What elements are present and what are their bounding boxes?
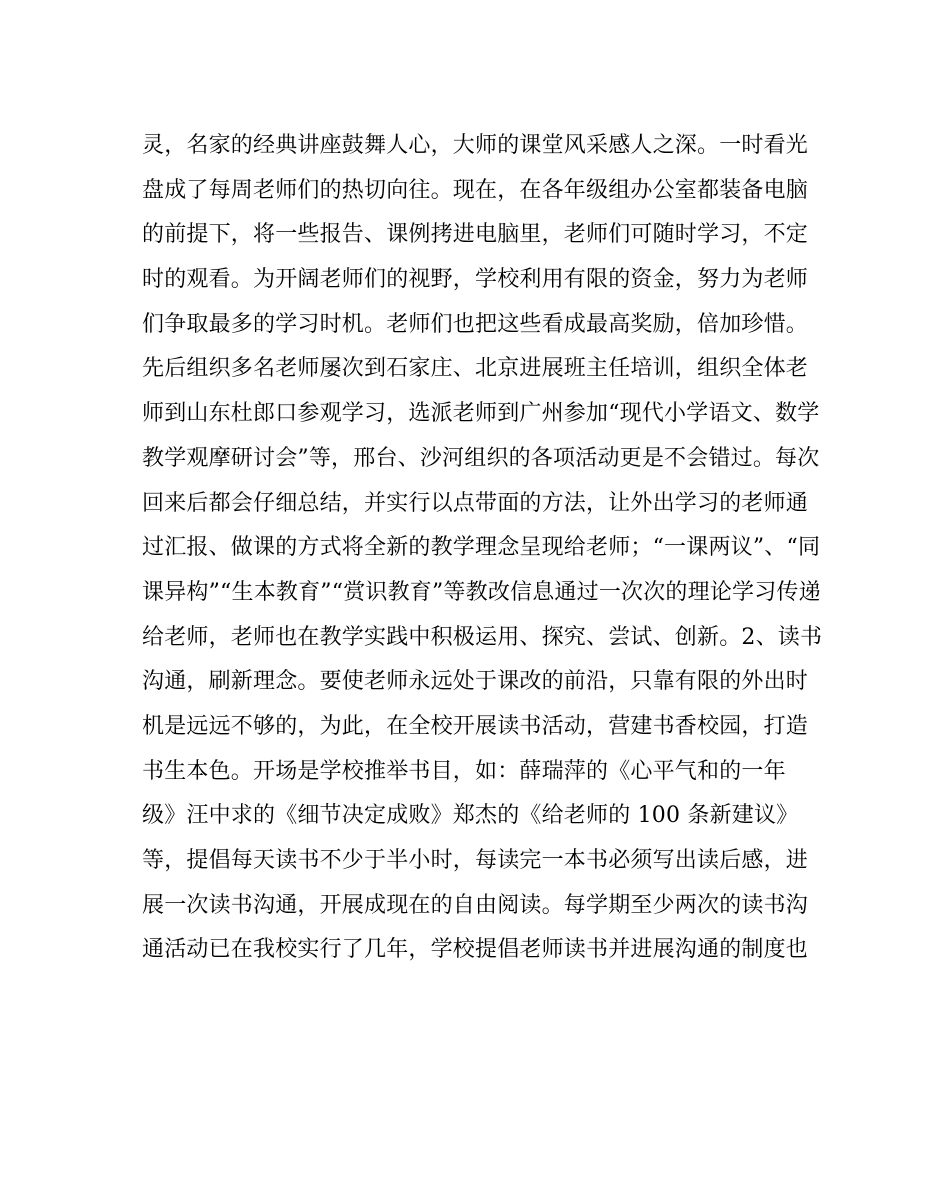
text-line: 灵，名家的经典讲座鼓舞人心，大师的课堂风采感人之深。一时看光 xyxy=(142,133,809,158)
text-line: 回来后都会仔细总结，并实行以点带面的方法，让外出学习的老师通 xyxy=(142,490,809,516)
text-line: 沟通，刷新理念。要使老师永远处于课改的前沿，只靠有限的外出时 xyxy=(142,669,809,695)
body-text xyxy=(142,124,822,973)
text-line: 机是远远不够的，为此，在全校开展读书活动，营建书香校园，打造 xyxy=(142,713,809,739)
text-line: 给老师，老师也在教学实践中积极运用、探究、尝试、创新。2、读书 xyxy=(142,624,823,650)
text-line: 书生本色。开场是学校推举书目，如：薛瑞萍的《心平气和的一年 xyxy=(142,758,786,784)
text-line: 通活动已在我校实行了几年，学校提倡老师读书并进展沟通的制度也 xyxy=(142,937,809,963)
text-line: 师到山东杜郎口参观学习，选派老师到广州参加“现代小学语文、数学 xyxy=(142,401,820,427)
text-line: 教学观摩研讨会”等，邢台、沙河组织的各项活动更是不会错过。每次 xyxy=(142,445,820,471)
text-line: 过汇报、做课的方式将全新的教学理念呈现给老师；“一课两议”、“同 xyxy=(142,535,821,561)
text-line: 等，提倡每天读书不少于半小时，每读完一本书必须写出读后感，进 xyxy=(142,848,809,873)
text-line: 时的观看。为开阔老师们的视野，学校利用有限的资金，努力为老师 xyxy=(142,267,809,293)
text-line: 的前提下，将一些报告、课例拷进电脑里，老师们可随时学习，不定 xyxy=(142,222,809,248)
text-line: 先后组织多名老师屡次到石家庄、北京进展班主任培训，组织全体老 xyxy=(142,356,809,382)
text-line: 课异构”“生本教育”“赏识教育”等教改信息通过一次次的理论学习传递 xyxy=(142,579,821,605)
text-line: 盘成了每周老师们的热切向往。现在，在各年级组办公室都装备电脑 xyxy=(142,177,809,203)
text-line: 级》汪中求的《细节决定成败》郑杰的《给老师的 100 条新建议》 xyxy=(142,803,799,829)
text-line: 们争取最多的学习时机。老师们也把这些看成最高奖励，倍加珍惜。 xyxy=(142,311,809,337)
text-line: 展一次读书沟通，开展成现在的自由阅读。每学期至少两次的读书沟 xyxy=(142,892,809,918)
